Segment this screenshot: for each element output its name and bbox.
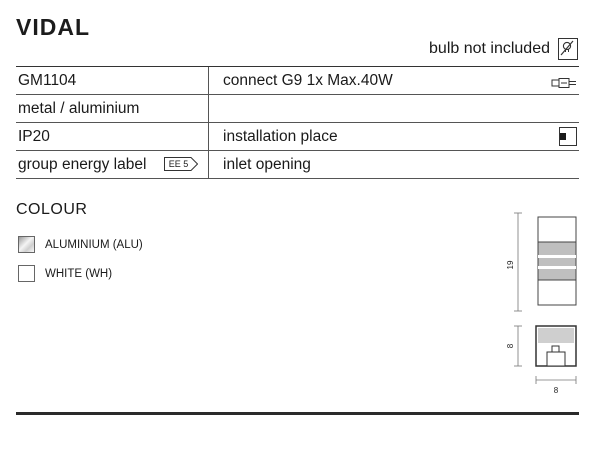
colour-label: ALUMINIUM (ALU) [45, 238, 143, 251]
side-view [514, 326, 576, 384]
spec-row [16, 123, 579, 151]
spec-energy-cell [16, 151, 209, 178]
spec-energy-label: group energy label [18, 155, 147, 173]
product-title: VIDAL [16, 14, 90, 40]
colour-option [18, 236, 143, 253]
dimension-drawing [498, 208, 590, 403]
dimension-drawing-svg [498, 208, 590, 398]
colour-label: WHITE (WH) [45, 267, 113, 280]
bulb-note [429, 38, 578, 60]
spec-connect-cell [209, 67, 579, 94]
colour-option [18, 265, 112, 282]
front-view [514, 213, 576, 311]
spec-ip: IP20 [16, 123, 209, 150]
spec-code: GM1104 [16, 67, 209, 94]
bulb-note-text: bulb not included [429, 40, 550, 57]
spec-inlet-cell [209, 151, 579, 178]
spec-material: metal / aluminium [16, 95, 209, 122]
colour-heading: COLOUR [16, 201, 88, 218]
spec-connect: connect G9 1x Max.40W [223, 71, 393, 89]
wall-mount-icon [559, 127, 577, 151]
dim-width: 8 [553, 386, 559, 395]
spec-row [16, 151, 579, 179]
spec-installation: installation place [223, 127, 338, 145]
spec-table [16, 66, 579, 179]
footer-rule [16, 412, 579, 415]
dim-height: 19 [506, 260, 515, 270]
colour-swatch-alu [18, 236, 35, 253]
energy-class: EE 5 [168, 159, 189, 169]
g9-socket-icon [551, 75, 577, 93]
bulb-not-included-icon [558, 38, 578, 60]
spec-row [16, 67, 579, 95]
spec-empty-cell [209, 95, 579, 122]
colour-swatch-wh [18, 265, 35, 282]
energy-label-arrow-icon [164, 157, 197, 171]
spec-inlet: inlet opening [223, 155, 311, 173]
dim-depth: 8 [506, 343, 515, 349]
spec-row [16, 95, 579, 123]
spec-installation-cell [209, 123, 579, 150]
